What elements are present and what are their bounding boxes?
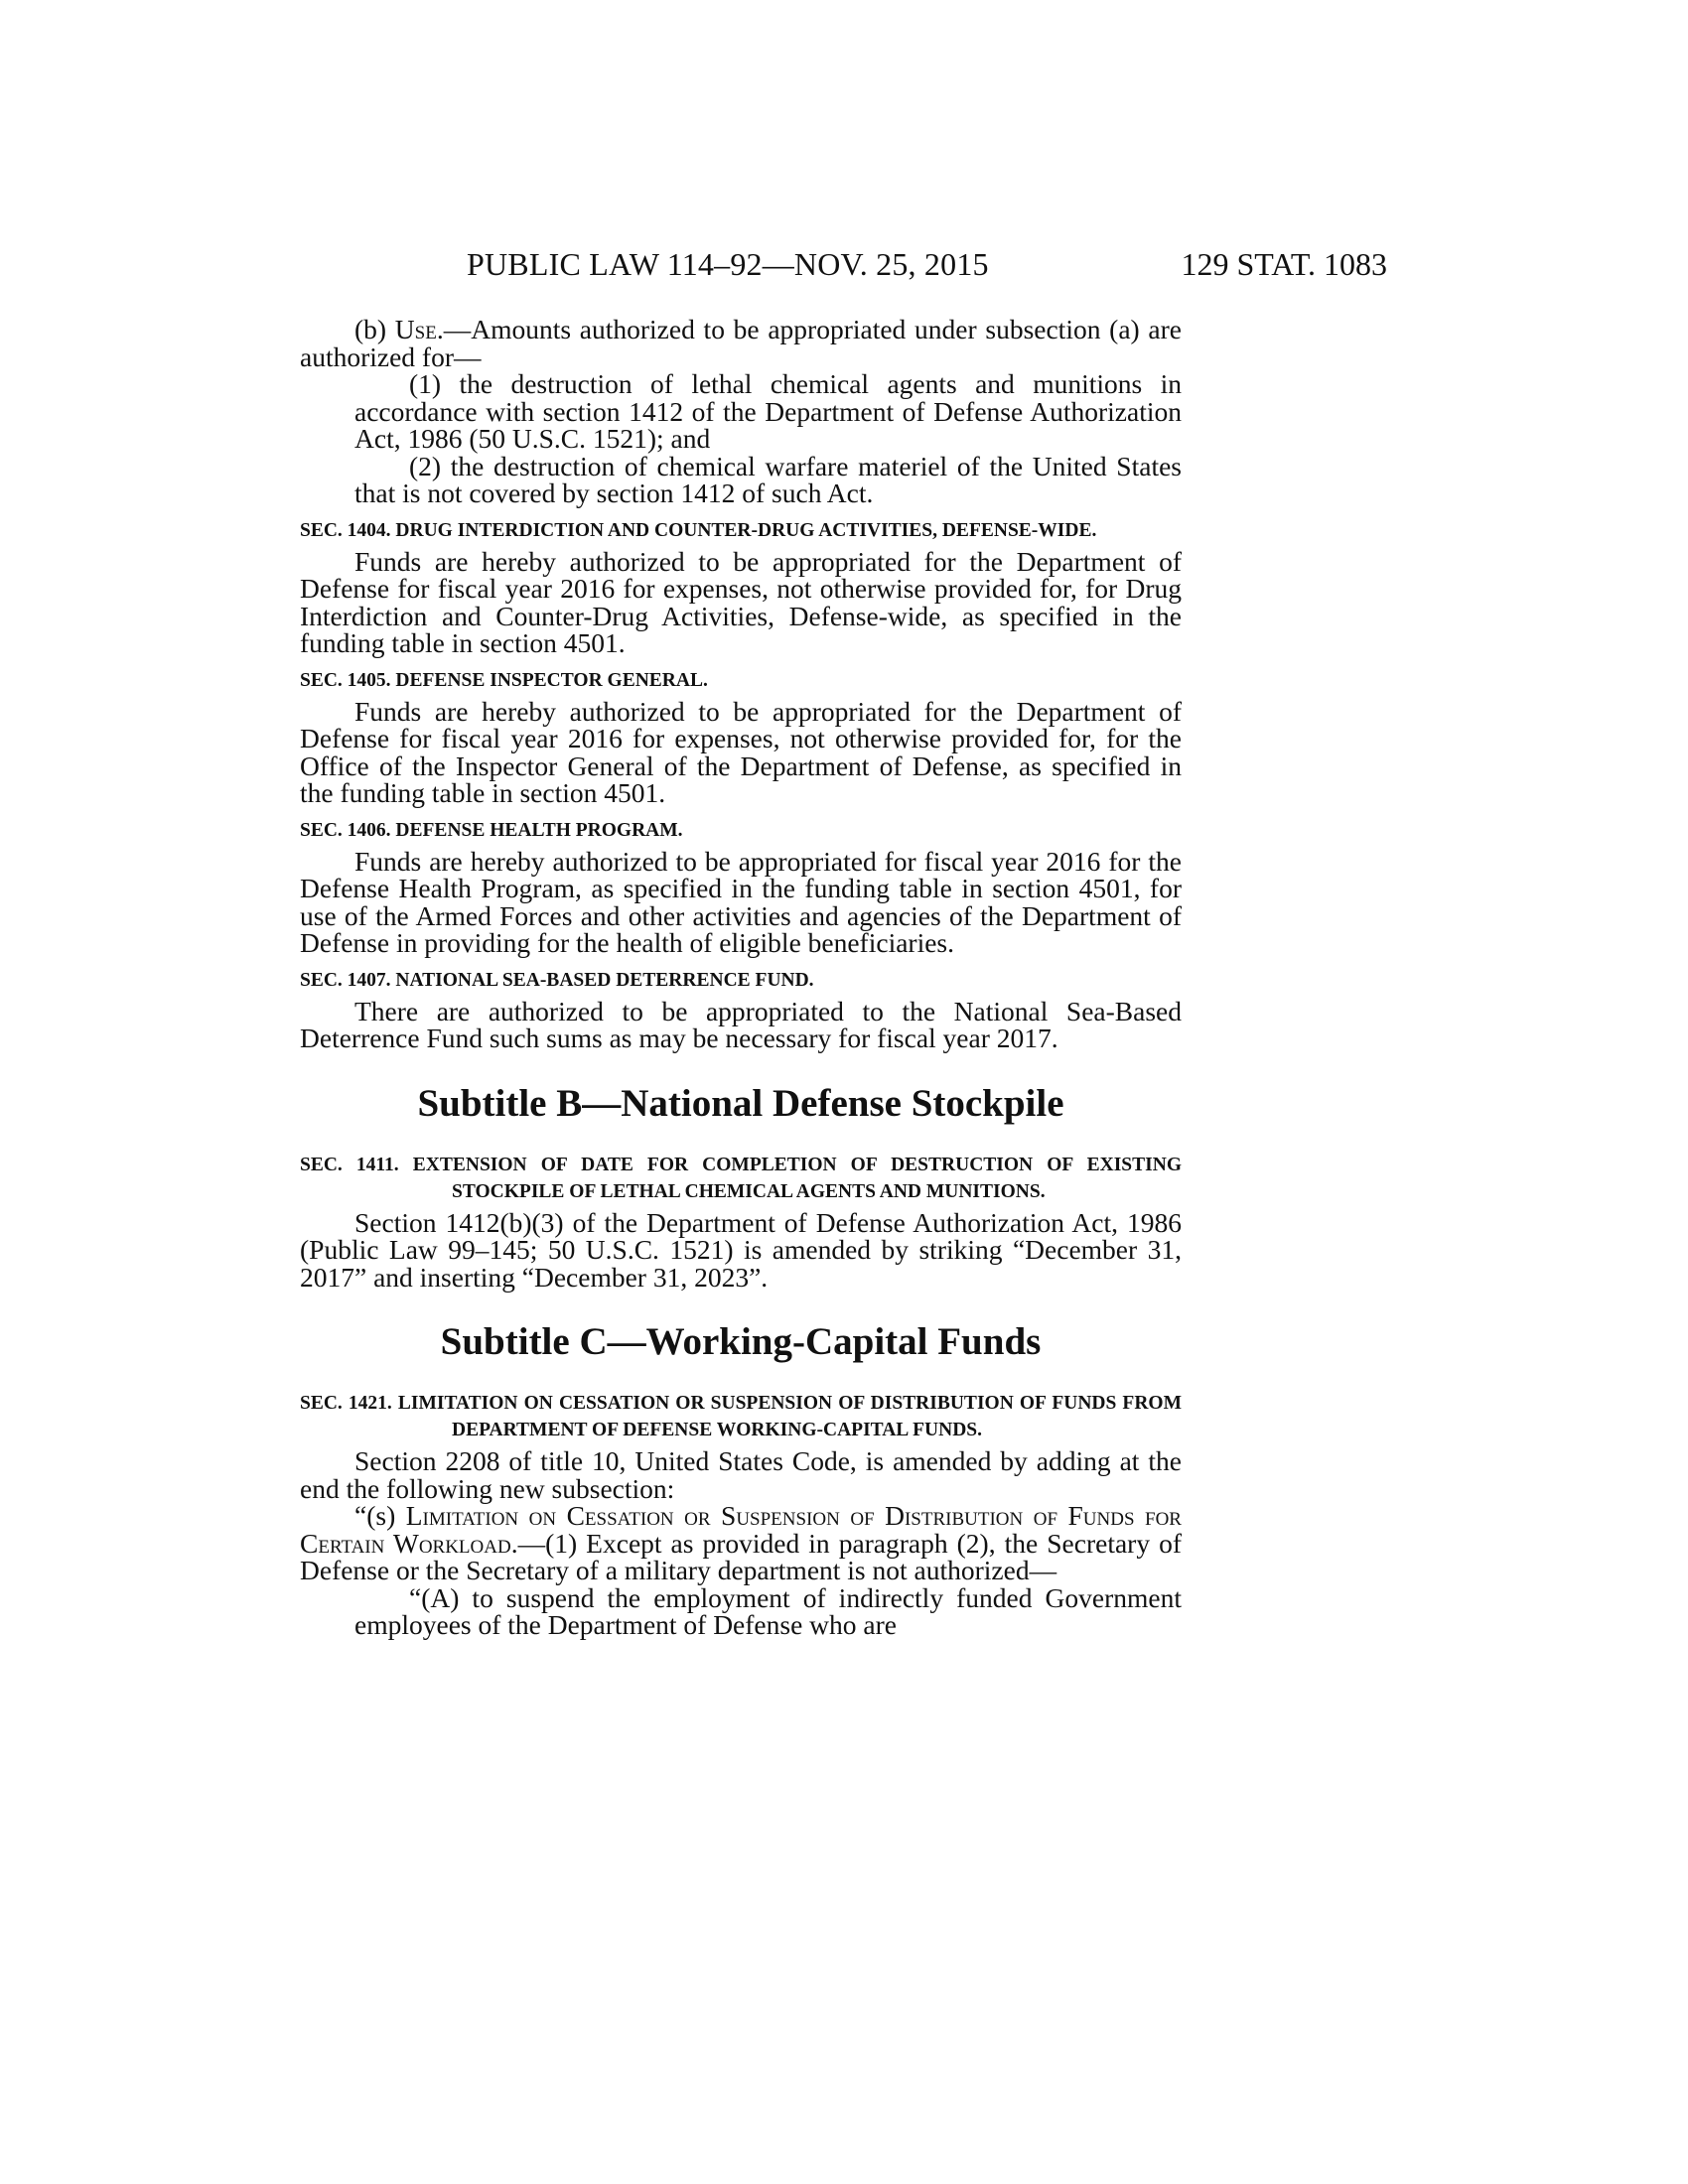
subsection-b xyxy=(300,316,1182,370)
section-1405-heading: SEC. 1405. DEFENSE INSPECTOR GENERAL. xyxy=(300,669,708,691)
running-head xyxy=(300,246,1387,286)
section-1421-heading: SEC. 1421. LIMITATION ON CESSATION OR SUSPENSION OF DISTRIBUTION OF FUNDS FROM DEPARTMENT OF DEFENSE WORKING-CAPITAL FUNDS. xyxy=(300,1393,1182,1440)
section-1404-heading: SEC. 1404. DRUG INTERDICTION AND COUNTER-DRUG ACTIVITIES, DEFENSE-WIDE. xyxy=(300,519,1097,541)
subsection-b-text: —Amounts authorized to be appropriated under subsection (a) are authorized for— xyxy=(300,314,1182,372)
section-1411-heading: SEC. 1411. EXTENSION OF DATE FOR COMPLETION OF DESTRUCTION OF EXISTING STOCKPILE OF LETHAL CHEMICAL AGENTS AND MUNITIONS. xyxy=(300,1154,1182,1202)
running-head-title: PUBLIC LAW 114–92—NOV. 25, 2015 xyxy=(467,246,989,282)
subtitle-c-heading: Subtitle C—Working-Capital Funds xyxy=(440,1320,1042,1363)
section-1411-text: Section 1412(b)(3) of the Department of Defense Authorization Act, 1986 (Public Law 99–145; 50 U.S.C. 1521) is amended by striking “December 31, 2017” and inserting “December 31, 2023”. xyxy=(300,1206,1182,1293)
subsection-b-label: (b) xyxy=(354,314,395,344)
section-1406-heading: SEC. 1406. DEFENSE HEALTH PROGRAM. xyxy=(300,819,683,841)
section-1404-text: Funds are hereby authorized to be appropriated for the Department of Defense for fiscal year 2016 for expenses, not otherwise provided for, for Drug Interdiction and Counter-Drug Activities, Defense-wide, as specified in the funding table in section 4501. xyxy=(300,545,1182,658)
statute-page-number: 129 STAT. 1083 xyxy=(1181,246,1387,282)
subsection-s-heading: Limitation on Cessation or Suspension of Distribution of Funds for Certain Workload. xyxy=(300,1500,1182,1559)
section-1421-intro: Section 2208 of title 10, United States Code, is amended by adding at the end the following new subsection: xyxy=(300,1445,1182,1504)
section-1405-text: Funds are hereby authorized to be appropriated for the Department of Defense for fiscal year 2016 for expenses, not otherwise provided for, for the Office of the Inspector General of the Department of Defense, as specified in the funding table in section 4501. xyxy=(300,695,1182,808)
section-1407-heading: SEC. 1407. NATIONAL SEA-BASED DETERRENCE FUND. xyxy=(300,969,814,991)
subsection-s-text: —(1) Except as provided in paragraph (2), the Secretary of Defense or the Secretary of a military department is not authorized— xyxy=(300,1527,1183,1585)
section-1406-text: Funds are hereby authorized to be appropriated for fiscal year 2016 for the Defense Health Program, as specified in the funding table in section 4501, for use of the Armed Forces and other activities and agencies of the Department of Defense in providing for the health of eligible beneficiaries. xyxy=(300,845,1182,958)
subparagraph-a: “(A) to suspend the employment of indirectly funded Government employees of the Department of Defense who are xyxy=(354,1581,1182,1640)
subsection-b-heading: Use. xyxy=(394,314,444,344)
document-body xyxy=(300,316,1182,1639)
paragraph-2: (2) the destruction of chemical warfare materiel of the United States that is not covered by section 1412 of such Act. xyxy=(354,450,1182,508)
subsection-s xyxy=(300,1502,1182,1584)
paragraph-1: (1) the destruction of lethal chemical agents and munitions in accordance with section 1412 of the Department of Defense Authorization Act, 1986 (50 U.S.C. 1521); and xyxy=(354,368,1182,454)
section-1407-text: There are authorized to be appropriated to the National Sea-Based Deterrence Fund such sums as may be necessary for fiscal year 2017. xyxy=(300,995,1182,1053)
subsection-s-open: “(s) xyxy=(354,1500,406,1531)
subtitle-b-heading: Subtitle B—National Defense Stockpile xyxy=(417,1081,1064,1125)
